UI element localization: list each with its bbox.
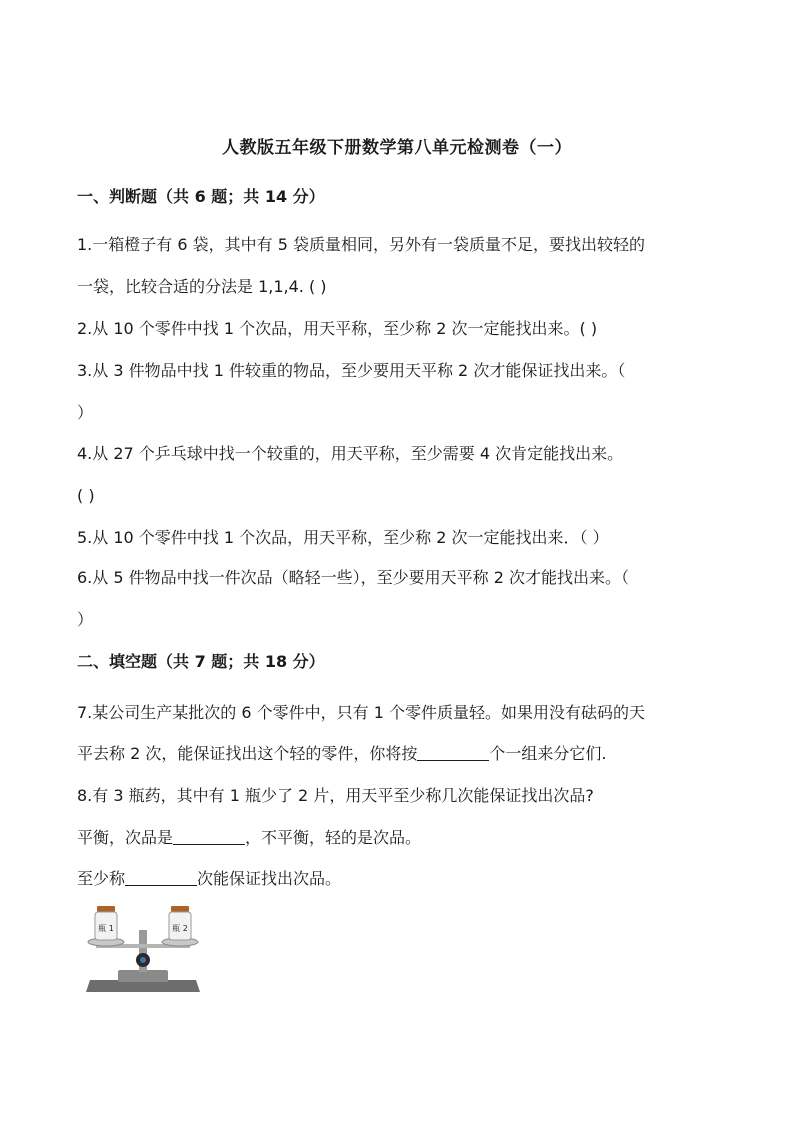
question-8-blank-2[interactable] [125,869,197,886]
bottle-2-label: 瓶 2 [172,924,188,933]
question-8-text-a: 平衡，次品是 [77,828,174,847]
question-8-text-d: 次能保证找出次品。 [197,869,342,888]
question-6-line1: 6.从 5 件物品中找一件次品（略轻一些），至少要用天平称 2 次才能找出来。（ [77,568,629,587]
question-7-blank[interactable] [417,744,489,761]
balance-scale-figure [78,900,208,995]
question-7-text-a: 平去称 2 次，能保证找出这个轻的零件，你将按 [77,744,418,763]
question-8-line2 [77,827,421,849]
question-3-line1: 3.从 3 件物品中找 1 件较重的物品，至少要用天平称 2 次才能保证找出来。（ [77,361,626,380]
question-7-text-b: 个一组来分它们. [489,744,607,763]
question-1-line2: 一袋，比较合适的分法是 1,1,4. ( ) [77,277,327,296]
question-6-line2: ） [77,610,94,629]
question-7-line1: 7.某公司生产某批次的 6 个零件中，只有 1 个零件质量轻。如果用没有砝码的天 [77,703,645,722]
question-8-text-c: 至少称 [77,869,126,888]
bottle-2 [169,906,191,940]
scale-dial-center [140,957,146,963]
question-7-line2 [77,743,606,765]
question-4-line1: 4.从 27 个乒乓球中找一个较重的，用天平称，至少需要 4 次肯定能找出来。 [77,444,624,463]
question-8-blank-1[interactable] [173,828,245,845]
question-8-line1: 8.有 3 瓶药，其中有 1 瓶少了 2 片，用天平至少称几次能保证找出次品? [77,786,594,805]
question-4-line2: ( ) [77,486,95,505]
section1-heading: 一、判断题（共 6 题；共 14 分） [77,187,325,206]
page-title: 人教版五年级下册数学第八单元检测卷（一） [222,138,572,158]
section2-heading: 二、填空题（共 7 题；共 18 分） [77,652,325,671]
question-1-line1: 1.一箱橙子有 6 袋，其中有 5 袋质量相同，另外有一袋质量不足，要找出较轻的 [77,235,645,254]
bottle-1-label: 瓶 1 [98,924,114,933]
question-2: 2.从 10 个零件中找 1 个次品，用天平称，至少称 2 次一定能找出来。( ) [77,319,598,338]
question-3-line2: ） [77,403,94,422]
question-8-text-b: ，不平衡，轻的是次品。 [245,828,422,847]
question-8-line3 [77,868,341,890]
bottle-1 [95,906,117,940]
question-5: 5.从 10 个零件中找 1 个次品，用天平称，至少称 2 次一定能找出来．（ ） [77,528,609,547]
